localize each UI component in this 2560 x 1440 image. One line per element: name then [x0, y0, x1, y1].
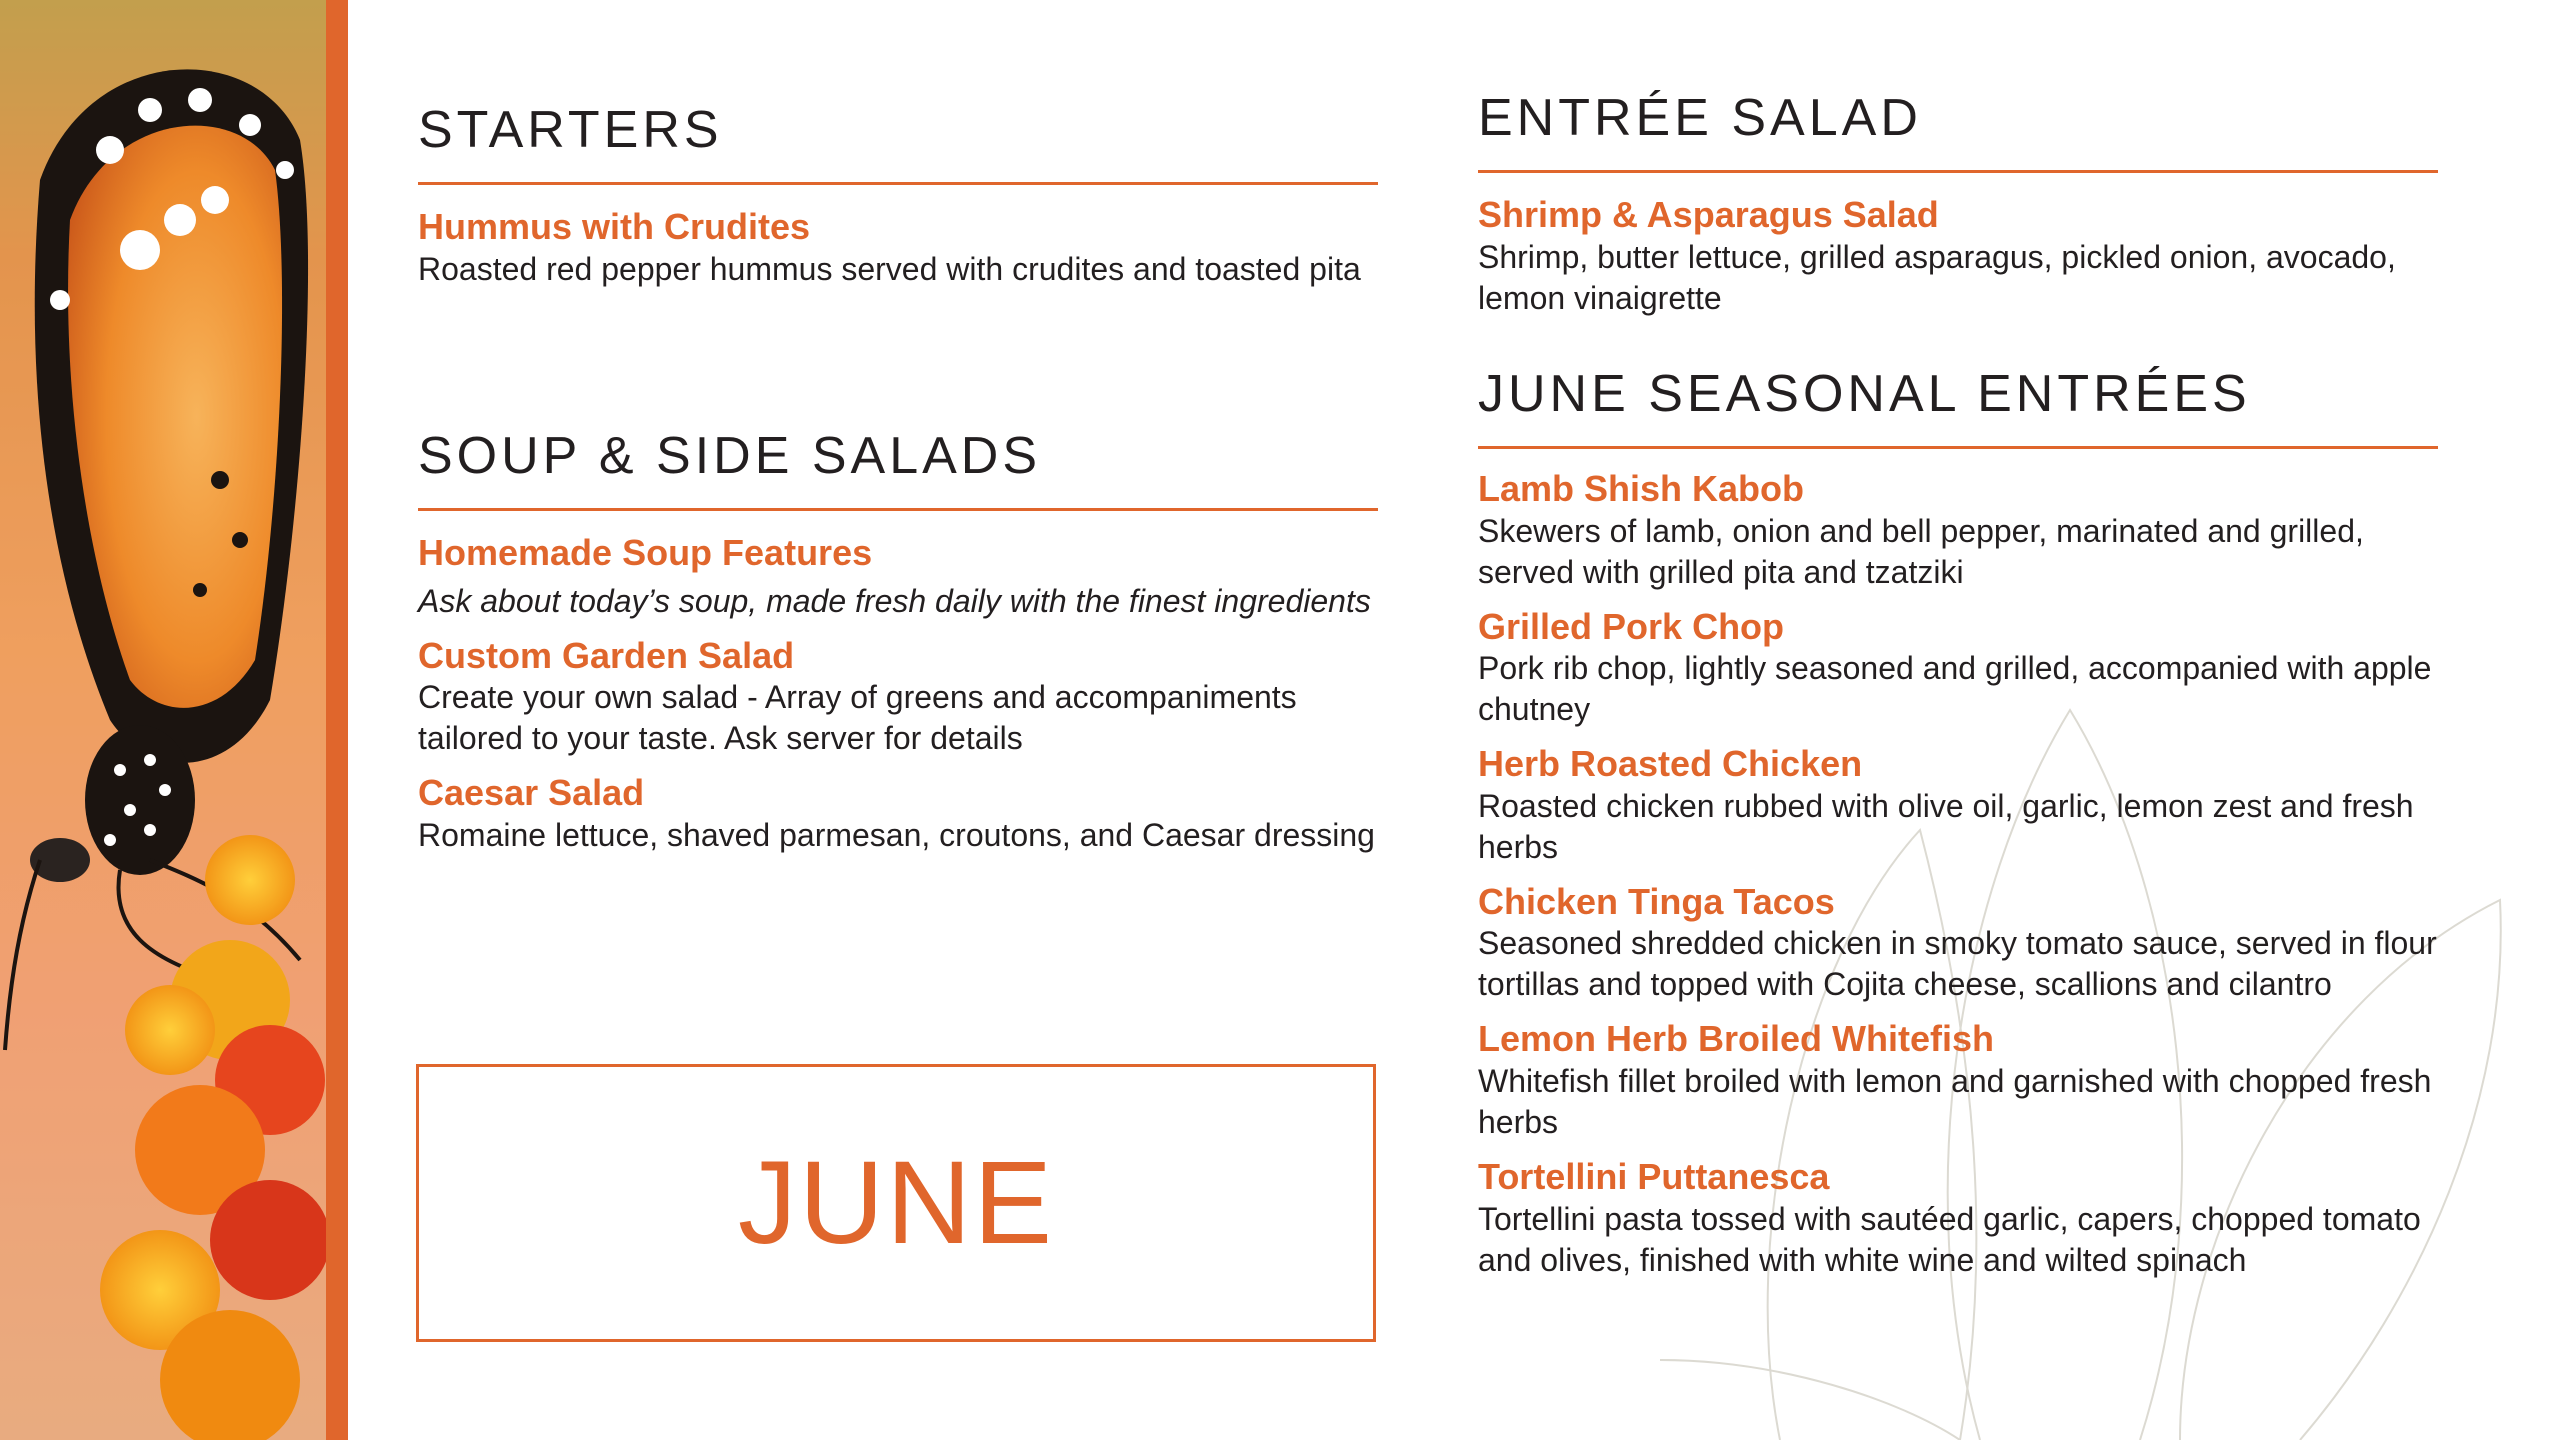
- section-title-seasonal-entrees: JUNE SEASONAL ENTRÉES: [1478, 365, 2251, 423]
- item-name: Lemon Herb Broiled Whitefish: [1478, 1018, 1995, 1060]
- item-name: Lamb Shish Kabob: [1478, 468, 1805, 509]
- item-description: Skewers of lamb, onion and bell pepper, marinated and grilled, served with grilled pita and tzatziki: [1478, 512, 2364, 590]
- month-box: [416, 1064, 1376, 1342]
- menu-item: [418, 773, 1378, 856]
- item-name: Chicken Tinga Tacos: [1478, 880, 1835, 922]
- butterfly-image: [0, 0, 326, 1440]
- section-title-starters: STARTERS: [418, 101, 723, 159]
- item-name: Custom Garden Salad: [418, 634, 795, 676]
- item-name: Hummus with Crudites: [418, 206, 811, 247]
- orange-vertical-bar: [326, 0, 348, 1440]
- item-name: Shrimp & Asparagus Salad: [1478, 194, 1939, 235]
- item-name: Tortellini Puttanesca: [1478, 1155, 1830, 1197]
- item-name: Herb Roasted Chicken: [1478, 743, 1863, 785]
- soup-side-salads-section: [418, 427, 1378, 856]
- item-description: Pork rib chop, lightly seasoned and grilled, accompanied with apple chutney: [1478, 650, 2432, 728]
- menu-item: [418, 636, 1378, 760]
- item-description: Ask about today’s soup, made fresh daily with the finest ingredients: [418, 582, 1371, 619]
- item-description: Create your own salad - Array of greens and accompaniments tailored to your taste. Ask server for details: [418, 679, 1297, 757]
- month-label: JUNE: [737, 1137, 1055, 1269]
- item-description: Romaine lettuce, shaved parmesan, croutons, and Caesar dressing: [418, 816, 1375, 853]
- item-description: Tortellini pasta tossed with sautéed garlic, capers, chopped tomato and olives, finished with white wine and wilted spinach: [1478, 1200, 2421, 1278]
- item-description: Roasted red pepper hummus served with crudites and toasted pita: [418, 250, 1361, 287]
- item-name: Grilled Pork Chop: [1478, 605, 1785, 647]
- item-description: Roasted chicken rubbed with olive oil, garlic, lemon zest and fresh herbs: [1478, 787, 2414, 865]
- menu-item: [418, 207, 1378, 290]
- starters-section: [418, 101, 1378, 290]
- menu-item: [1478, 744, 2438, 868]
- item-name: Homemade Soup Features: [418, 532, 873, 573]
- menu-item: [418, 533, 1378, 622]
- section-divider: [418, 182, 1378, 185]
- menu-item: [1478, 607, 2438, 731]
- menu-item: [1478, 1157, 2438, 1281]
- butterfly-illustration: [0, 0, 326, 1440]
- menu-item: [1478, 469, 2438, 593]
- item-description: Whitefish fillet broiled with lemon and garnished with chopped fresh herbs: [1478, 1062, 2432, 1140]
- section-title-soup-side-salads: SOUP & SIDE SALADS: [418, 427, 1042, 485]
- section-divider: [1478, 170, 2438, 173]
- item-name: Caesar Salad: [418, 772, 645, 814]
- menu-item: [1478, 882, 2438, 1006]
- seasonal-entrees-section: [1478, 365, 2438, 1281]
- item-description: Seasoned shredded chicken in smoky tomato sauce, served in flour tortillas and topped with Cojita cheese, scallions and cilantro: [1478, 925, 2437, 1003]
- section-divider: [1478, 446, 2438, 449]
- section-title-entree-salad: ENTRÉE SALAD: [1478, 89, 1922, 147]
- section-divider: [418, 508, 1378, 511]
- menu-item: [1478, 195, 2438, 319]
- menu-item: [1478, 1019, 2438, 1143]
- item-description: Shrimp, butter lettuce, grilled asparagus, pickled onion, avocado, lemon vinaigrette: [1478, 238, 2396, 316]
- entree-salad-section: [1478, 89, 2438, 319]
